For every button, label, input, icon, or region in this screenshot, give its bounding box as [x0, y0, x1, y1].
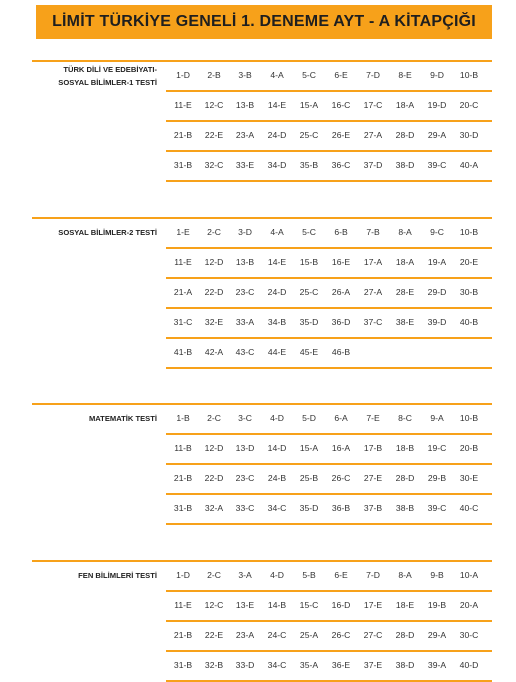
answer-cell: 36-D	[331, 317, 351, 327]
section-divider	[32, 60, 166, 62]
answer-cell: 1-D	[176, 570, 190, 580]
answer-cell: 24-B	[267, 473, 287, 483]
answer-cell: 11-E	[174, 100, 192, 110]
answer-cell: 40-B	[459, 317, 479, 327]
answer-cell: 33-D	[235, 660, 255, 670]
answer-row	[166, 433, 492, 463]
answer-row	[166, 560, 492, 590]
answer-cell: 34-D	[267, 160, 287, 170]
answer-section	[32, 60, 492, 174]
answer-cell: 18-E	[395, 600, 415, 610]
answer-row	[166, 650, 492, 682]
answer-cell: 31-B	[173, 503, 193, 513]
answer-cell: 6-B	[334, 227, 348, 237]
answer-cell: 25-A	[299, 630, 319, 640]
answer-cell: 30-D	[459, 130, 479, 140]
answer-cell: 37-E	[363, 660, 383, 670]
answer-cell: 27-A	[363, 130, 383, 140]
answer-cell: 15-B	[299, 257, 319, 267]
answer-row	[166, 247, 492, 277]
answer-grid	[166, 217, 492, 369]
answer-cell: 45-E	[299, 347, 319, 357]
answer-cell: 15-C	[299, 600, 319, 610]
answer-cell: 24-D	[267, 287, 287, 297]
answer-cell: 26-C	[331, 630, 351, 640]
answer-cell: 8-A	[398, 227, 412, 237]
answer-cell: 14-E	[267, 100, 287, 110]
answer-cell: 29-A	[427, 630, 447, 640]
answer-cell: 5-D	[302, 413, 316, 423]
answer-cell: 15-A	[299, 443, 319, 453]
answer-row	[166, 60, 492, 90]
answer-cell: 39-C	[427, 503, 447, 513]
answer-cell: 21-B	[173, 130, 193, 140]
answer-cell: 16-A	[331, 443, 351, 453]
answer-cell: 18-A	[395, 100, 415, 110]
answer-cell: 29-A	[427, 130, 447, 140]
answer-row	[166, 120, 492, 150]
answer-cell: 3-A	[238, 570, 252, 580]
answer-section	[32, 560, 492, 674]
answer-cell: 2-C	[207, 227, 221, 237]
answer-cell: 9-C	[430, 227, 444, 237]
answer-cell: 28-D	[395, 130, 415, 140]
answer-cell: 41-B	[173, 347, 193, 357]
answer-row	[166, 217, 492, 247]
answer-cell: 31-C	[173, 317, 193, 327]
answer-cell: 39-D	[427, 317, 447, 327]
answer-cell: 4-A	[270, 227, 284, 237]
answer-cell: 34-C	[267, 503, 287, 513]
column-divider	[166, 60, 168, 62]
answer-cell: 38-B	[395, 503, 415, 513]
answer-cell: 40-D	[459, 660, 479, 670]
answer-cell: 3-D	[238, 227, 252, 237]
page-title: LİMİT TÜRKİYE GENELİ 1. DENEME AYT - A KİTAPÇIĞI	[52, 13, 476, 30]
answer-cell: 9-D	[430, 70, 444, 80]
answer-cell: 3-B	[238, 70, 252, 80]
answer-cell: 10-B	[459, 227, 479, 237]
answer-cell: 39-A	[427, 660, 447, 670]
answer-cell: 35-D	[299, 503, 319, 513]
title-banner	[36, 5, 492, 39]
answer-cell: 32-E	[204, 317, 224, 327]
answer-cell: 13-E	[235, 600, 255, 610]
answer-cell: 23-C	[235, 287, 255, 297]
answer-cell: 32-A	[204, 503, 224, 513]
answer-cell: 23-A	[235, 630, 255, 640]
answer-cell: 2-B	[207, 70, 221, 80]
answer-cell: 23-C	[235, 473, 255, 483]
answer-cell: 12-C	[204, 600, 224, 610]
column-divider	[166, 217, 168, 219]
answer-cell: 16-D	[331, 600, 351, 610]
answer-cell: 21-B	[173, 630, 193, 640]
answer-cell: 9-A	[430, 413, 444, 423]
answer-cell: 40-A	[459, 160, 479, 170]
answer-cell: 38-D	[395, 160, 415, 170]
answer-cell: 24-C	[267, 630, 287, 640]
answer-cell: 28-E	[395, 287, 415, 297]
answer-cell: 37-D	[363, 160, 383, 170]
answer-row	[166, 307, 492, 337]
answer-cell: 20-C	[459, 100, 479, 110]
answer-cell: 20-E	[459, 257, 479, 267]
answer-cell: 1-E	[176, 227, 190, 237]
answer-cell: 7-E	[366, 413, 380, 423]
answer-cell: 32-C	[204, 160, 224, 170]
answer-cell: 26-C	[331, 473, 351, 483]
answer-cell: 38-E	[395, 317, 415, 327]
answer-cell: 6-E	[334, 70, 348, 80]
answer-cell: 14-D	[267, 443, 287, 453]
answer-cell: 3-C	[238, 413, 252, 423]
answer-cell: 29-D	[427, 287, 447, 297]
section-label: TÜRK DİLİ VE EDEBİYATI-	[63, 65, 157, 74]
answer-cell: 13-B	[235, 257, 255, 267]
answer-cell: 12-D	[204, 443, 224, 453]
answer-cell: 23-A	[235, 130, 255, 140]
answer-cell: 12-D	[204, 257, 224, 267]
answer-cell: 28-D	[395, 630, 415, 640]
answer-row	[166, 150, 492, 182]
answer-cell: 21-A	[173, 287, 193, 297]
answer-row	[166, 277, 492, 307]
answer-cell: 39-C	[427, 160, 447, 170]
answer-row	[166, 403, 492, 433]
section-label: FEN BİLİMLERİ TESTİ	[78, 571, 157, 580]
answer-cell: 32-B	[204, 660, 224, 670]
answer-cell: 22-D	[204, 287, 224, 297]
answer-cell: 2-C	[207, 570, 221, 580]
answer-cell: 2-C	[207, 413, 221, 423]
answer-cell: 31-B	[173, 660, 193, 670]
section-label: MATEMATİK TESTİ	[88, 414, 157, 423]
answer-cell: 10-B	[459, 413, 479, 423]
column-divider	[166, 560, 168, 562]
answer-cell: 19-C	[427, 443, 447, 453]
answer-cell: 10-A	[459, 570, 479, 580]
answer-cell: 4-D	[270, 413, 284, 423]
answer-cell: 17-C	[363, 100, 383, 110]
answer-cell: 18-A	[395, 257, 415, 267]
answer-cell: 8-C	[398, 413, 412, 423]
answer-cell: 33-E	[235, 160, 255, 170]
answer-cell: 33-C	[235, 503, 255, 513]
answer-cell: 16-E	[331, 257, 351, 267]
answer-cell: 26-A	[331, 287, 351, 297]
answer-cell: 13-B	[235, 100, 255, 110]
answer-cell: 30-C	[459, 630, 479, 640]
answer-cell: 19-B	[427, 600, 447, 610]
answer-cell: 21-B	[173, 473, 193, 483]
answer-cell: 22-E	[204, 130, 224, 140]
answer-cell: 35-B	[299, 160, 319, 170]
answer-cell: 11-E	[174, 257, 192, 267]
answer-cell: 11-B	[174, 443, 192, 453]
section-label: SOSYAL BİLİMLER-1 TESTİ	[58, 78, 157, 87]
answer-grid	[166, 60, 492, 182]
answer-cell: 6-A	[334, 413, 348, 423]
answer-cell: 37-B	[363, 503, 383, 513]
answer-cell: 20-B	[459, 443, 479, 453]
answer-cell: 4-D	[270, 570, 284, 580]
answer-cell: 7-B	[366, 227, 380, 237]
answer-cell: 33-A	[235, 317, 255, 327]
answer-cell: 37-C	[363, 317, 383, 327]
answer-cell: 44-E	[267, 347, 287, 357]
answer-cell: 36-E	[331, 660, 351, 670]
answer-row	[166, 463, 492, 493]
section-divider	[32, 403, 166, 405]
answer-cell: 43-C	[235, 347, 255, 357]
answer-cell: 29-B	[427, 473, 447, 483]
answer-cell: 24-D	[267, 130, 287, 140]
answer-cell: 18-B	[395, 443, 415, 453]
answer-cell: 46-B	[331, 347, 351, 357]
answer-cell: 26-E	[331, 130, 351, 140]
answer-cell: 5-C	[302, 70, 316, 80]
answer-cell: 6-E	[334, 570, 348, 580]
answer-cell: 10-B	[459, 70, 479, 80]
answer-cell: 27-E	[363, 473, 383, 483]
answer-grid	[166, 560, 492, 682]
answer-cell: 14-E	[267, 257, 287, 267]
answer-cell: 22-E	[204, 630, 224, 640]
answer-cell: 30-E	[459, 473, 479, 483]
answer-cell: 34-B	[267, 317, 287, 327]
answer-cell: 28-D	[395, 473, 415, 483]
answer-row	[166, 620, 492, 650]
answer-cell: 19-A	[427, 257, 447, 267]
answer-cell: 25-C	[299, 287, 319, 297]
answer-cell: 8-A	[398, 570, 412, 580]
answer-row	[166, 337, 492, 369]
answer-cell: 42-A	[204, 347, 224, 357]
answer-cell: 5-B	[302, 570, 316, 580]
answer-cell: 27-A	[363, 287, 383, 297]
answer-cell: 19-D	[427, 100, 447, 110]
answer-cell: 14-B	[267, 600, 287, 610]
answer-cell: 31-B	[173, 160, 193, 170]
answer-cell: 7-D	[366, 570, 380, 580]
answer-cell: 25-C	[299, 130, 319, 140]
answer-cell: 36-B	[331, 503, 351, 513]
answer-cell: 17-A	[363, 257, 383, 267]
answer-cell: 22-D	[204, 473, 224, 483]
answer-section	[32, 217, 492, 359]
answer-cell: 12-C	[204, 100, 224, 110]
answer-cell: 17-B	[363, 443, 383, 453]
section-label: SOSYAL BİLİMLER-2 TESTİ	[58, 228, 157, 237]
answer-row	[166, 590, 492, 620]
answer-cell: 7-D	[366, 70, 380, 80]
answer-cell: 5-C	[302, 227, 316, 237]
answer-cell: 4-A	[270, 70, 284, 80]
section-divider	[32, 217, 166, 219]
answer-cell: 35-D	[299, 317, 319, 327]
answer-cell: 15-A	[299, 100, 319, 110]
answer-grid	[166, 403, 492, 525]
answer-cell: 34-C	[267, 660, 287, 670]
answer-cell: 30-B	[459, 287, 479, 297]
answer-cell: 17-E	[363, 600, 383, 610]
answer-cell: 38-D	[395, 660, 415, 670]
answer-cell: 16-C	[331, 100, 351, 110]
answer-cell: 13-D	[235, 443, 255, 453]
answer-cell: 11-E	[174, 600, 192, 610]
answer-cell: 25-B	[299, 473, 319, 483]
answer-cell: 20-A	[459, 600, 479, 610]
answer-cell: 8-E	[398, 70, 412, 80]
answer-cell: 27-C	[363, 630, 383, 640]
answer-row	[166, 493, 492, 525]
answer-row	[166, 90, 492, 120]
answer-cell: 1-B	[176, 413, 190, 423]
column-divider	[166, 403, 168, 405]
answer-cell: 35-A	[299, 660, 319, 670]
answer-cell: 1-D	[176, 70, 190, 80]
section-divider	[32, 560, 166, 562]
answer-cell: 40-C	[459, 503, 479, 513]
answer-cell: 36-C	[331, 160, 351, 170]
answer-cell: 9-B	[430, 570, 444, 580]
answer-section	[32, 403, 492, 517]
